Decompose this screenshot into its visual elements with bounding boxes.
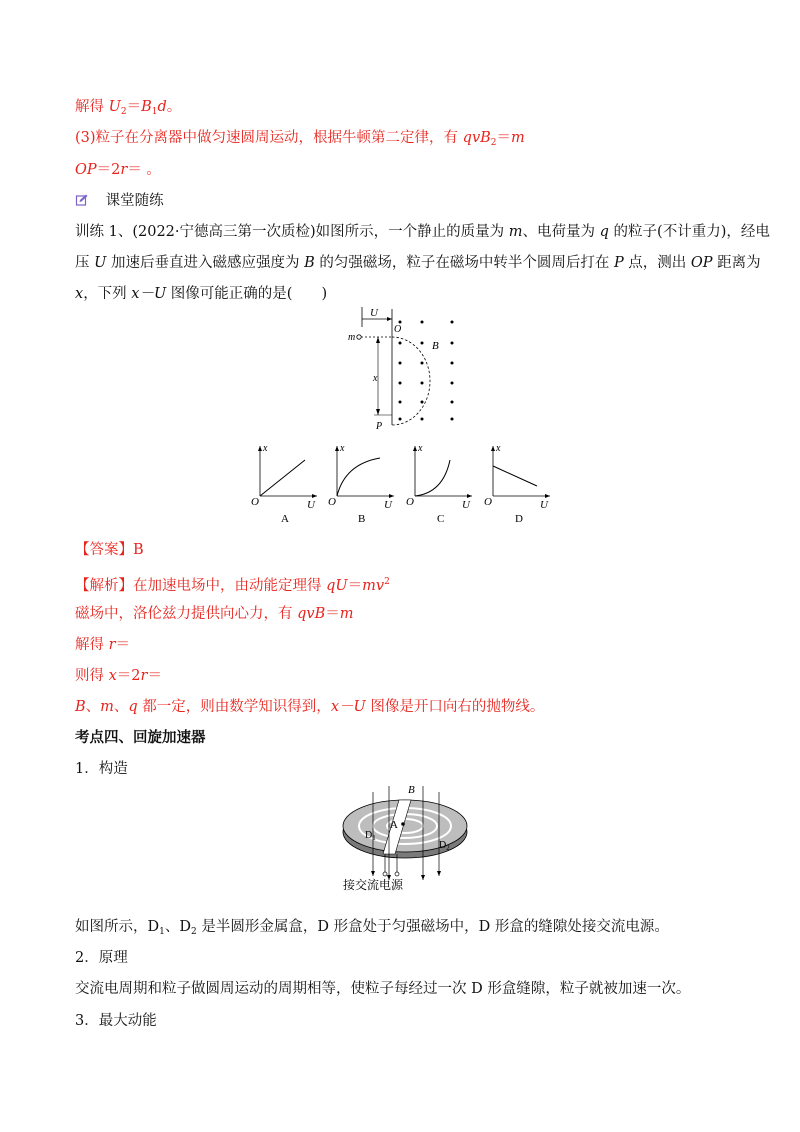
label-D2: $D_2$	[439, 840, 450, 852]
option-label-B: B	[358, 513, 366, 525]
label-P: P	[376, 421, 383, 432]
solution-line-3: OP＝2r＝ 。	[75, 162, 161, 178]
section-heading: 考点四、回旋加速器	[75, 729, 206, 746]
principle-text: 交流电周期和粒子做圆周运动的周期相等，使粒子每经过一次 D 形盒缝隙，粒子就被加速一次。	[75, 981, 691, 997]
answer-line: 【答案】B	[75, 542, 144, 558]
analysis-line-3: 解得 r＝	[75, 637, 131, 653]
subsection-principle: 2．原理	[75, 950, 128, 966]
svg-text:x: x	[496, 443, 501, 454]
svg-text:U: U	[540, 499, 548, 511]
svg-text:O: O	[484, 496, 492, 508]
svg-text:O: O	[251, 496, 259, 508]
problem-line-2: 压 U 加速后垂直进入磁感应强度为 B 的匀强磁场，粒子在磁场中转半个圆周后打在 P 点，测出 OP 距离为	[75, 255, 761, 271]
subsection-structure: 1．构造	[75, 761, 128, 777]
label-B: B	[432, 340, 439, 352]
label-B-cyclo: B	[408, 784, 415, 796]
graph-D	[484, 443, 550, 525]
option-label-D: D	[515, 513, 523, 525]
svg-text:O: O	[406, 496, 414, 508]
svg-text:U: U	[462, 499, 470, 511]
graph-A	[251, 443, 317, 525]
analysis-line-1: 【解析】在加速电场中，由动能定理得 $qU=mv^2$	[75, 577, 390, 594]
solution-line-2: (3)粒子在分离器中做匀速圆周运动，根据牛顿第二定律，有 qvB$_2$＝m	[75, 130, 525, 148]
option-label-A: A	[281, 513, 289, 525]
svg-text:U: U	[307, 499, 315, 511]
label-A-cyclo: A	[390, 819, 398, 831]
option-graphs	[245, 438, 565, 530]
svg-text:x: x	[418, 443, 423, 454]
setup-diagram	[340, 305, 470, 435]
power-caption: 接交流电源	[343, 878, 404, 892]
problem-line-3: x，下列 x－U 图像可能正确的是( )	[75, 286, 328, 302]
problem-line-1: 训练 1、(2022·宁德高三第一次质检)如图所示，一个静止的质量为 m、电荷量为 q 的粒子(不计重力)，经电	[75, 224, 770, 240]
option-label-C: C	[437, 513, 445, 525]
graph-B	[328, 443, 394, 525]
solution-line-1: 解得 $U_2=B_1d$。	[75, 99, 182, 117]
label-D1: $D_1$	[365, 830, 376, 842]
analysis-line-2: 磁场中，洛伦兹力提供向心力，有 qvB＝m	[75, 606, 354, 622]
svg-text:x: x	[263, 443, 268, 454]
structure-description: 如图所示，$D_1$、$D_2$ 是半圆形金属盒，D 形盒处于匀强磁场中，D 形盒的缝隙处接交流电源。	[75, 919, 669, 937]
label-m: m	[348, 332, 356, 343]
graph-C	[406, 443, 472, 525]
subsection-max-ke: 3．最大动能	[75, 1013, 157, 1029]
label-x: x	[373, 373, 378, 384]
label-O: O	[394, 324, 402, 335]
section-practice: 课堂随练	[75, 191, 164, 211]
label-U: U	[370, 307, 378, 319]
svg-text:O: O	[328, 496, 336, 508]
svg-text:U: U	[384, 499, 392, 511]
cyclotron-diagram	[335, 780, 475, 892]
analysis-line-5: B、m、q 都一定，则由数学知识得到，x－U 图像是开口向右的抛物线。	[75, 699, 545, 715]
analysis-line-4: 则得 x＝2r＝	[75, 668, 162, 684]
svg-text:x: x	[340, 443, 345, 454]
pencil-check-icon	[75, 193, 89, 207]
